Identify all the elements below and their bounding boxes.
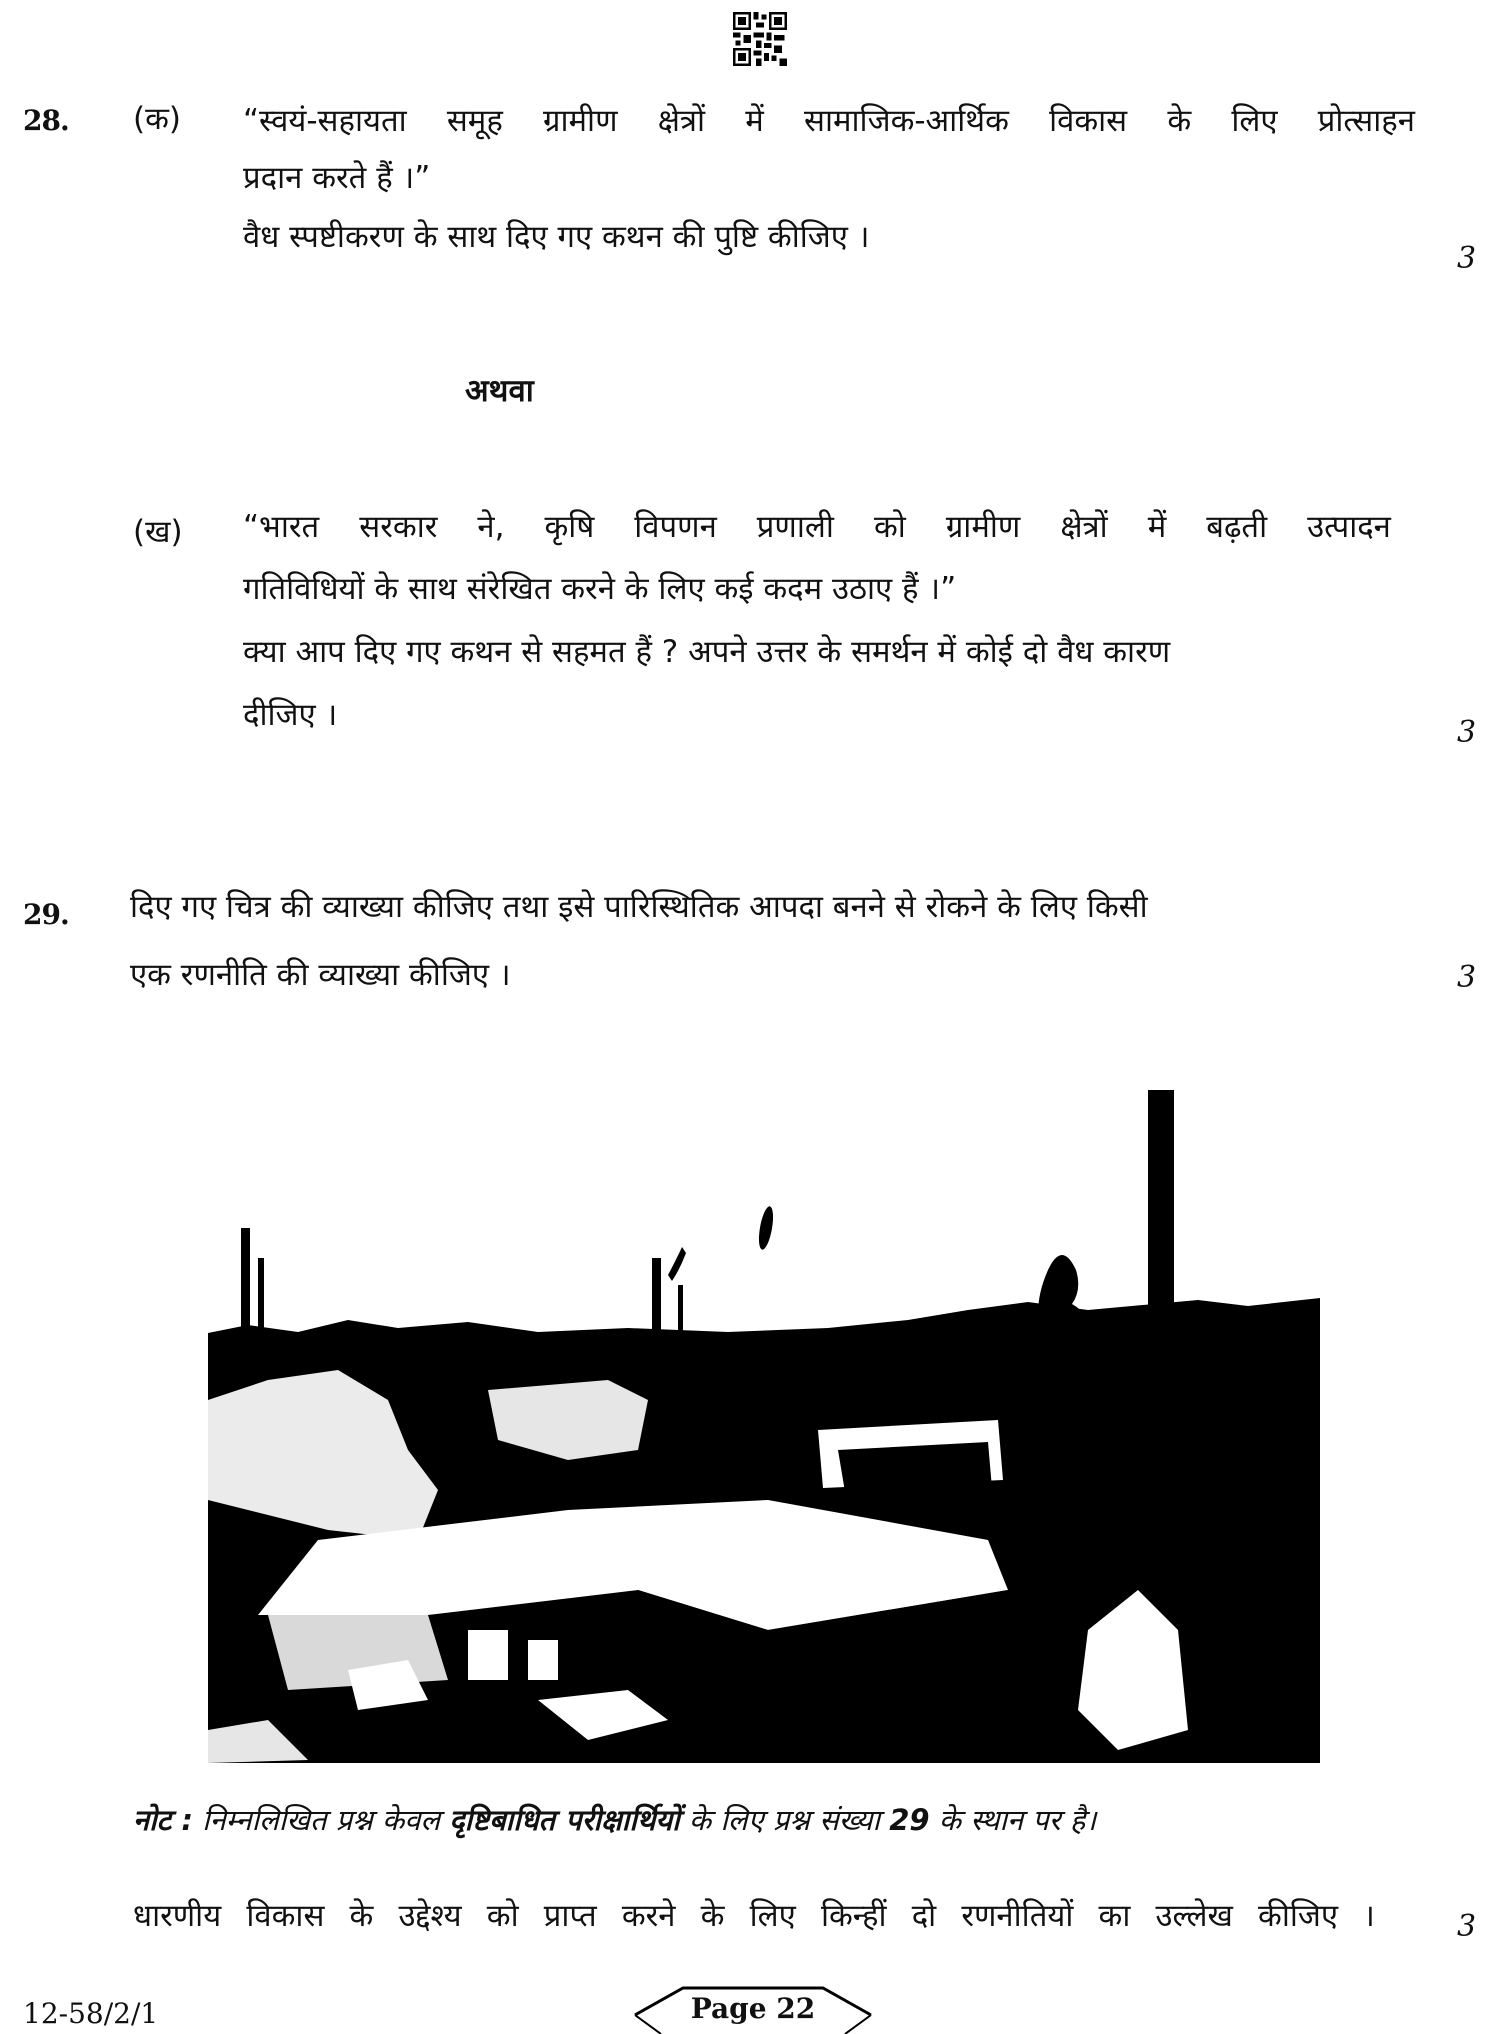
q28a-line-1 [243, 103, 1415, 139]
word: करने [621, 1898, 676, 1934]
word: के [1167, 103, 1192, 139]
word: ने, [477, 509, 505, 545]
sub-question-label-a: (क) [133, 101, 181, 137]
word: को [486, 1898, 519, 1934]
word: के [700, 1898, 725, 1934]
q28b-line-1 [243, 509, 1391, 545]
word: धारणीय [133, 1898, 222, 1934]
word: विकास [246, 1898, 325, 1934]
word: विकास [1049, 103, 1128, 139]
q28a-line-3: वैध स्पष्टीकरण के साथ दिए गए कथन की पुष्टि कीजिए । [243, 219, 870, 255]
word: में [1147, 509, 1167, 545]
word: सामाजिक-आर्थिक [803, 103, 1009, 139]
marks-q29: 3 [1457, 960, 1477, 995]
qr-code-icon [733, 12, 787, 66]
page-number-badge [633, 1985, 873, 2034]
marks-q28b: 3 [1457, 715, 1477, 750]
word: बढ़ती [1206, 509, 1268, 545]
word: । [1363, 1898, 1375, 1934]
word: प्राप्त [543, 1898, 597, 1934]
word: उल्लेख [1155, 1898, 1233, 1934]
word: को [873, 509, 906, 545]
marks-q29-alternative: 3 [1457, 1909, 1477, 1944]
marks-q28a: 3 [1457, 241, 1477, 276]
word: ग्रामीण [543, 103, 618, 139]
sub-question-label-b: (ख) [133, 514, 183, 550]
q29-line-1: दिए गए चित्र की व्याख्या कीजिए तथा इसे पारिस्थितिक आपदा बनने से रोकने के लिए किसी [130, 889, 1148, 925]
note-text: के स्थान पर है। [938, 1803, 1097, 1837]
word: उद्देश्य [398, 1898, 462, 1934]
or-separator: अथवा [465, 373, 534, 409]
note-text: के लिए प्रश्न संख्या [688, 1803, 880, 1837]
word: प्रोत्साहन [1317, 103, 1415, 139]
word: कीजिए [1258, 1898, 1339, 1934]
word: विपणन [634, 509, 717, 545]
q28a-line-2: प्रदान करते हैं ।” [243, 160, 431, 196]
paper-code: 12-58/2/1 [23, 1997, 159, 2030]
word: क्षेत्रों [1060, 509, 1108, 545]
page-number: Page 22 [690, 1992, 816, 2025]
word: किन्हीं [820, 1898, 887, 1934]
q29-line-2: एक रणनीति की व्याख्या कीजिए । [130, 957, 511, 993]
industrial-photo [208, 1070, 1320, 1763]
word: प्रणाली [756, 509, 834, 545]
word: उत्पादन [1307, 509, 1391, 545]
note-text-bold: दृष्टिबाधित परीक्षार्थियों [449, 1803, 680, 1837]
note-visually-impaired [133, 1803, 1097, 1837]
q28b-line-4: दीजिए । [243, 697, 338, 733]
word: सरकार [359, 509, 438, 545]
note-text: निम्नलिखित प्रश्न केवल [202, 1803, 441, 1837]
question-number-29: 29. [23, 898, 69, 931]
word: में [745, 103, 764, 139]
word: का [1098, 1898, 1131, 1934]
word: दो [911, 1898, 937, 1934]
question-number-28: 28. [23, 104, 69, 137]
q28b-line-2: गतिविधियों के साथ संरेखित करने के लिए कई कदम उठाए हैं ।” [243, 571, 957, 607]
word: लिए [1231, 103, 1278, 139]
word: “भारत [243, 509, 320, 545]
word: रणनीतियों [961, 1898, 1074, 1934]
q29-alternative-question [133, 1898, 1375, 1934]
note-label: नोट : [133, 1803, 193, 1837]
word: “स्वयं-सहायता [243, 103, 407, 139]
q28b-line-3: क्या आप दिए गए कथन से सहमत हैं ? अपने उत्तर के समर्थन में कोई दो वैध कारण [243, 634, 1171, 670]
word: के [349, 1898, 374, 1934]
word: क्षेत्रों [657, 103, 706, 139]
word: समूह [446, 103, 503, 139]
word: लिए [749, 1898, 796, 1934]
note-question-number: 29 [889, 1803, 930, 1837]
word: ग्रामीण [945, 509, 1021, 545]
word: कृषि [544, 509, 595, 545]
